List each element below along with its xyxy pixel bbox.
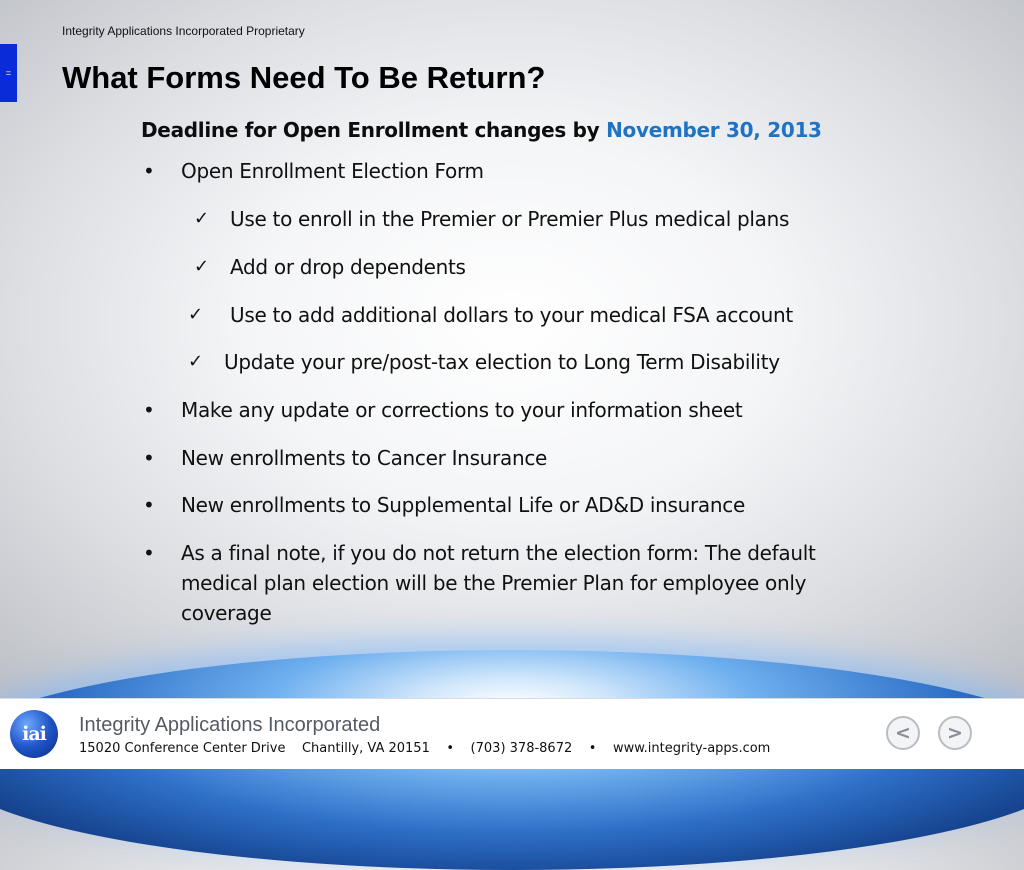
list-item-text: New enrollments to Cancer Insurance bbox=[181, 446, 548, 470]
check-icon: ✓ bbox=[194, 256, 209, 277]
company-logo: iai bbox=[10, 710, 58, 758]
deadline-label: Deadline for Open Enrollment changes by bbox=[141, 118, 607, 142]
company-address: 15020 Conference Center Drive Chantilly, VA 20151 • (703) 378-8672 • www.integrity-apps.com bbox=[79, 741, 771, 756]
bullet-icon: • bbox=[143, 493, 155, 517]
list-item bbox=[194, 252, 466, 282]
previous-slide-button[interactable]: < bbox=[886, 716, 920, 750]
list-item-text: Use to add additional dollars to your medical FSA account bbox=[230, 303, 793, 327]
list-item bbox=[143, 156, 484, 186]
slide-title: What Forms Need To Be Return? bbox=[62, 60, 546, 95]
check-icon: ✓ bbox=[194, 208, 209, 229]
list-item bbox=[143, 490, 745, 520]
check-icon: ✓ bbox=[188, 351, 203, 372]
proprietary-notice: Integrity Applications Incorporated Proprietary bbox=[62, 24, 305, 38]
list-item-text: Update your pre/post-tax election to Long Term Disability bbox=[224, 350, 780, 374]
list-item bbox=[188, 300, 793, 330]
list-item-text: Use to enroll in the Premier or Premier Plus medical plans bbox=[230, 207, 790, 231]
list-item-text: New enrollments to Supplemental Life or AD&D insurance bbox=[181, 493, 745, 517]
bullet-icon: • bbox=[143, 541, 155, 565]
company-name: Integrity Applications Incorporated bbox=[79, 714, 381, 736]
list-item bbox=[143, 443, 547, 473]
list-item bbox=[194, 204, 789, 234]
next-slide-button[interactable]: > bbox=[938, 716, 972, 750]
bullet-icon: • bbox=[143, 446, 155, 470]
list-item-text: Open Enrollment Election Form bbox=[181, 159, 484, 183]
deadline-line bbox=[141, 118, 822, 142]
list-item-text: As a final note, if you do not return the election form: The default medical plan election will be the Premier Plan for employee only coverage bbox=[181, 541, 816, 625]
list-item-text: Make any update or corrections to your information sheet bbox=[181, 398, 743, 422]
check-icon: ✓ bbox=[188, 304, 203, 325]
deadline-date: November 30, 2013 bbox=[606, 118, 822, 142]
list-item bbox=[188, 347, 780, 377]
list-item-text: Add or drop dependents bbox=[230, 255, 466, 279]
list-item bbox=[143, 395, 742, 425]
bullet-icon: • bbox=[143, 159, 155, 183]
list-item bbox=[143, 538, 883, 628]
bullet-icon: • bbox=[143, 398, 155, 422]
slide-menu-tab[interactable]: = bbox=[0, 44, 17, 102]
